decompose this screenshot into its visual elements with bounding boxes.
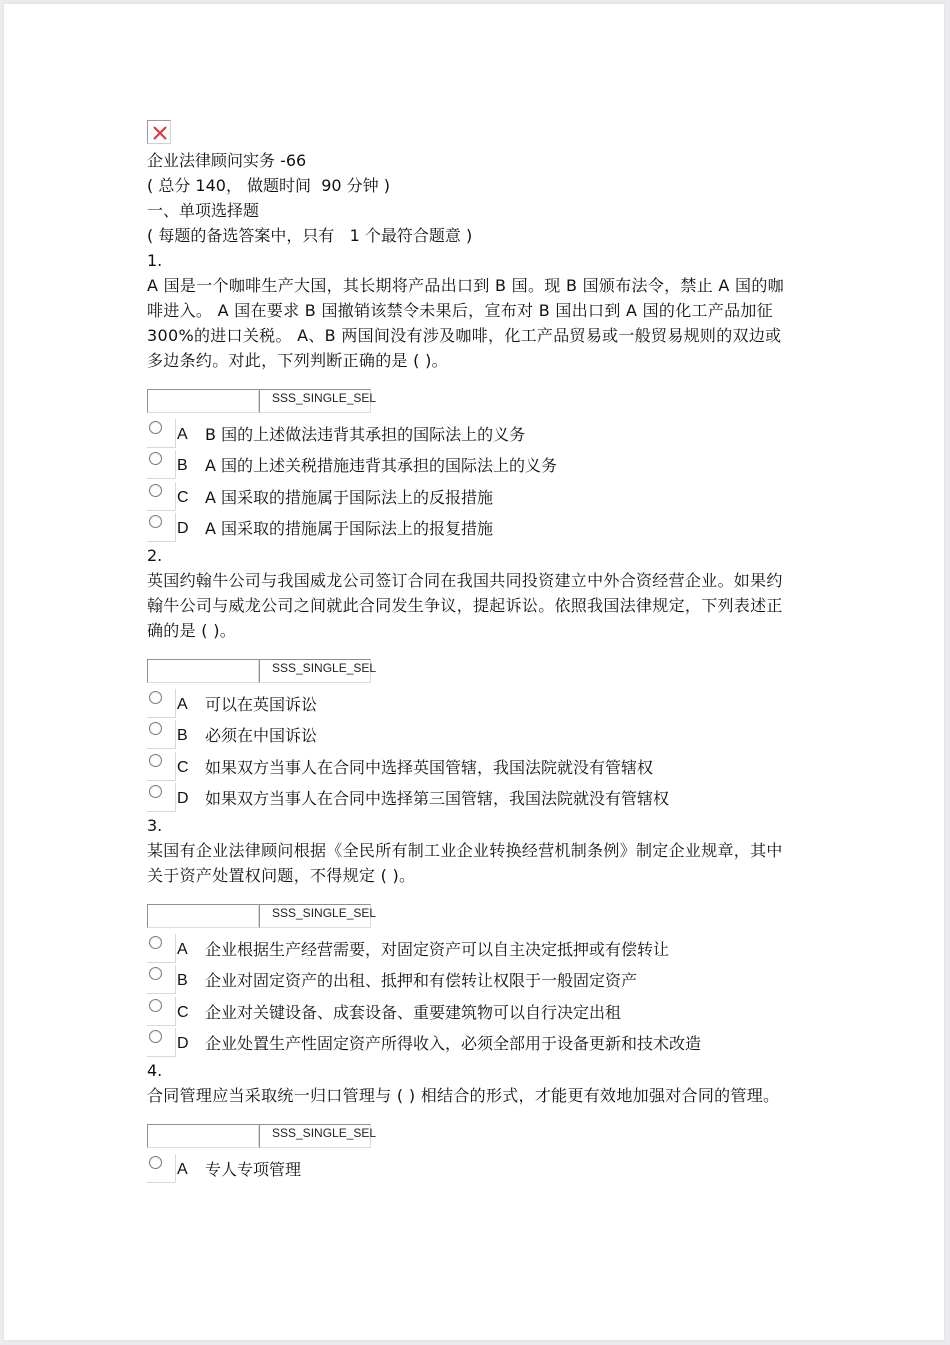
radio-button[interactable]: [147, 934, 177, 964]
radio-button[interactable]: [147, 720, 177, 750]
question-stem: A 国是一个咖啡生产大国，其长期将产品出口到 B 国。现 B 国颁布法令，禁止 A 国的咖啡进入。 A 国在要求 B 国撤销该禁令未果后，宣布对 B 国出口到 A 国的化工产品加征 300%的进口关税。 A、B 两国间没有涉及咖啡，化工产品贸易或一般贸易规则的双边或多边条约。对此，下列判断正确的是 ( )。: [147, 276, 784, 370]
answer-row: [147, 659, 827, 685]
option-letter: B: [177, 972, 188, 989]
radio-button[interactable]: [147, 783, 177, 813]
paper-title: 企业法律顾问实务 -66: [147, 151, 307, 170]
option-text: 必须在中国诉讼: [205, 726, 318, 745]
option-b[interactable]: [147, 964, 827, 996]
option-text: A 国采取的措施属于国际法上的报复措施: [205, 519, 494, 538]
answer-type-tag: SSS_SINGLE_SEL: [259, 904, 371, 928]
question-number: 2.: [147, 546, 163, 565]
option-d[interactable]: [147, 1027, 827, 1059]
option-c[interactable]: [147, 750, 827, 782]
option-text: A 国采取的措施属于国际法上的反报措施: [205, 487, 494, 507]
answer-type-tag: SSS_SINGLE_SEL: [259, 389, 371, 413]
option-a[interactable]: [147, 932, 827, 964]
option-d[interactable]: [147, 512, 827, 544]
answer-input[interactable]: [147, 389, 259, 413]
option-d[interactable]: [147, 782, 827, 814]
question-stem: 某国有企业法律顾问根据《全民所有制工业企业转换经营机制条例》制定企业规章，其中关于资产处置权问题，不得规定 ( )。: [147, 841, 783, 885]
radio-button[interactable]: [147, 997, 177, 1027]
option-a[interactable]: [147, 687, 827, 719]
option-letter: D: [177, 1035, 189, 1052]
answer-type-tag: SSS_SINGLE_SEL: [259, 659, 371, 683]
answer-input[interactable]: [147, 1124, 259, 1148]
option-a[interactable]: [147, 417, 827, 449]
option-letter: D: [177, 520, 189, 537]
answer-type-tag: SSS_SINGLE_SEL: [259, 1124, 371, 1148]
option-letter: C: [177, 1003, 189, 1021]
answer-row: [147, 1124, 827, 1150]
option-text: 企业处置生产性固定资产所得收入，必须全部用于设备更新和技术改造: [205, 1034, 702, 1053]
document-content: [147, 120, 827, 1184]
section-instruction: ( 每题的备选答案中，只有 1 个最符合题意 ): [147, 226, 473, 245]
option-text: 企业对关键设备、成套设备、重要建筑物可以自行决定出租: [205, 1002, 622, 1022]
radio-button[interactable]: [147, 965, 177, 995]
option-b[interactable]: [147, 449, 827, 481]
question-stem: 英国约翰牛公司与我国威龙公司签订合同在我国共同投资建立中外合资经营企业。如果约翰牛公司与威龙公司之间就此合同发生争议，提起诉讼。依照我国法律规定，下列表述正确的是 ( )。: [147, 571, 783, 640]
question-number: 1.: [147, 251, 163, 270]
option-text: 如果双方当事人在合同中选择英国管辖，我国法院就没有管辖权: [205, 757, 654, 777]
option-c[interactable]: [147, 480, 827, 512]
radio-button[interactable]: [147, 689, 177, 719]
option-text: 企业根据生产经营需要，对固定资产可以自主决定抵押或有偿转让: [205, 939, 670, 959]
option-c[interactable]: [147, 995, 827, 1027]
paper-info: ( 总分 140， 做题时间 90 分钟 ): [147, 176, 390, 195]
question-stem: 合同管理应当采取统一归口管理与 ( ) 相结合的形式，才能更有效地加强对合同的管理。: [147, 1086, 780, 1105]
question-3: [147, 813, 827, 1058]
option-letter: B: [177, 457, 188, 474]
option-text: 企业对固定资产的出租、抵押和有偿转让权限于一般固定资产: [205, 971, 638, 990]
option-text: 如果双方当事人在合同中选择第三国管辖，我国法院就没有管辖权: [205, 789, 670, 808]
option-letter: C: [177, 758, 189, 776]
radio-button[interactable]: [147, 450, 177, 480]
radio-button[interactable]: [147, 482, 177, 512]
question-4: [147, 1058, 827, 1184]
document-page: [4, 4, 944, 1340]
option-letter: A: [177, 695, 188, 713]
question-number: 3.: [147, 816, 163, 835]
broken-image-icon: [147, 120, 171, 144]
option-text: A 国的上述关税措施违背其承担的国际法上的义务: [205, 456, 558, 475]
option-letter: A: [177, 425, 188, 443]
radio-button[interactable]: [147, 513, 177, 543]
answer-row: [147, 389, 827, 415]
answer-input[interactable]: [147, 659, 259, 683]
option-letter: D: [177, 790, 189, 807]
option-text: 可以在英国诉讼: [205, 694, 318, 714]
option-letter: A: [177, 1160, 188, 1178]
answer-input[interactable]: [147, 904, 259, 928]
radio-button[interactable]: [147, 1028, 177, 1058]
option-text: 专人专项管理: [205, 1159, 302, 1179]
option-letter: A: [177, 940, 188, 958]
radio-button[interactable]: [147, 419, 177, 449]
option-letter: C: [177, 488, 189, 506]
option-letter: B: [177, 727, 188, 744]
option-a[interactable]: [147, 1152, 827, 1184]
question-2: [147, 543, 827, 813]
section-heading: 一、单项选择题: [147, 201, 260, 220]
option-text: B 国的上述做法违背其承担的国际法上的义务: [205, 424, 526, 444]
question-1: [147, 248, 827, 543]
answer-row: [147, 904, 827, 930]
radio-button[interactable]: [147, 752, 177, 782]
radio-button[interactable]: [147, 1154, 177, 1184]
option-b[interactable]: [147, 719, 827, 751]
question-number: 4.: [147, 1061, 163, 1080]
